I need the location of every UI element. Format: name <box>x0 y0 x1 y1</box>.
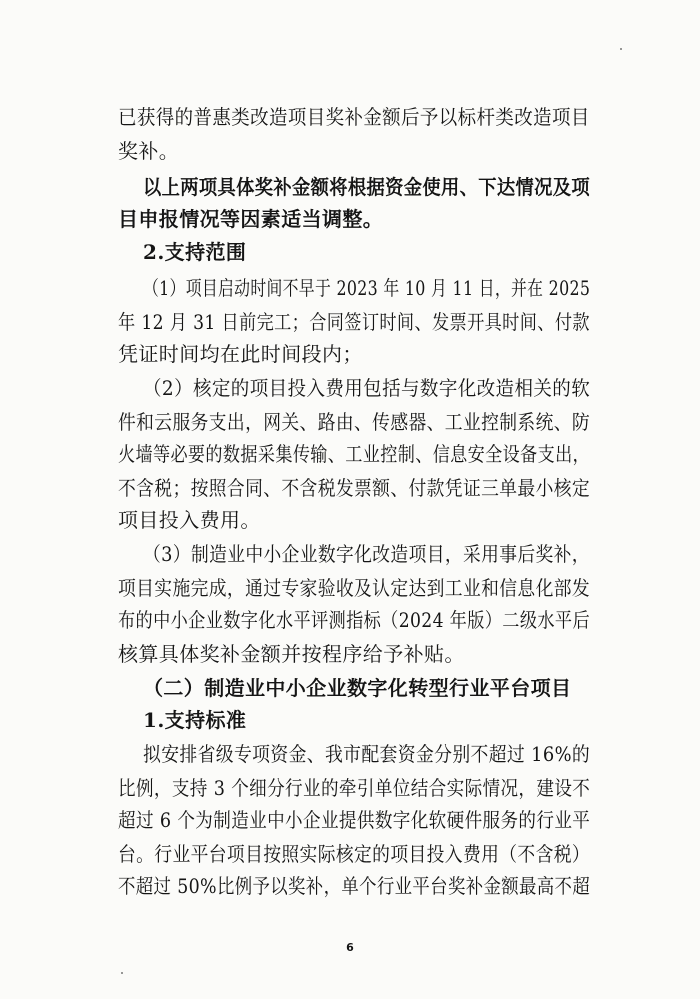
text-line-15: 项目实施完成，通过专家验收及认定达到工业和信息化部发 <box>118 576 591 600</box>
section-heading-support-standard: 1.支持标准 <box>143 708 247 732</box>
section-heading-platform-project: （二）制造业中小企业数字化转型行业平台项目 <box>143 676 572 700</box>
text-line-10: 件和云服务支出，网关、路由、传感器、工业控制系统、防 <box>118 410 591 434</box>
text-line-24: 不超过 50%比例予以奖补，单个行业平台奖补金额最高不超 <box>118 874 591 898</box>
text-line-2: 奖补。 <box>118 139 180 163</box>
text-line-14: （3）制造业中小企业数字化改造项目，采用事后奖补， <box>143 542 590 566</box>
text-line-20: 拟安排省级专项资金、我市配套资金分别不超过 16%的 <box>143 742 591 766</box>
text-line-13: 项目投入费用。 <box>118 508 261 532</box>
text-line-9: （2）核定的项目投入费用包括与数字化改造相关的软 <box>143 376 591 400</box>
text-line-8: 凭证时间均在此时间段内； <box>118 342 363 366</box>
section-heading-support-scope: 2.支持范围 <box>143 240 247 264</box>
text-line-11: 火墙等必要的数据采集传输、工业控制、信息安全设备支出， <box>118 442 591 466</box>
scan-speck <box>121 972 123 974</box>
text-line-16: 布的中小企业数字化水平评测指标（2024 年版）二级水平后 <box>118 608 591 632</box>
text-line-17: 核算具体奖补金额并按程序给予补贴。 <box>118 642 465 666</box>
text-line-23: 台。行业平台项目按照实际核定的项目投入费用（不含税） <box>118 842 591 866</box>
text-line-7: 年 12 月 31 日前完工；合同签订时间、发票开具时间、付款 <box>118 310 590 334</box>
text-line-21: 比例，支持 3 个细分行业的牵引单位结合实际情况，建设不 <box>118 776 591 800</box>
text-line-12: 不含税；按照合同、不含税发票额、付款凭证三单最小核定 <box>118 476 591 500</box>
text-line-4: 目申报情况等因素适当调整。 <box>118 207 384 231</box>
text-line-6: （1）项目启动时间不早于 2023 年 10 月 11 日，并在 2025 <box>143 276 591 300</box>
scan-speck <box>620 48 622 50</box>
text-line-3: 以上两项具体奖补金额将根据资金使用、下达情况及项 <box>143 175 591 199</box>
text-line-22: 超过 6 个为制造业中小企业提供数字化软硬件服务的行业平 <box>118 808 591 832</box>
page-number: 6 <box>346 941 354 954</box>
text-line-1: 已获得的普惠类改造项目奖补金额后予以标杆类改造项目 <box>118 105 590 129</box>
